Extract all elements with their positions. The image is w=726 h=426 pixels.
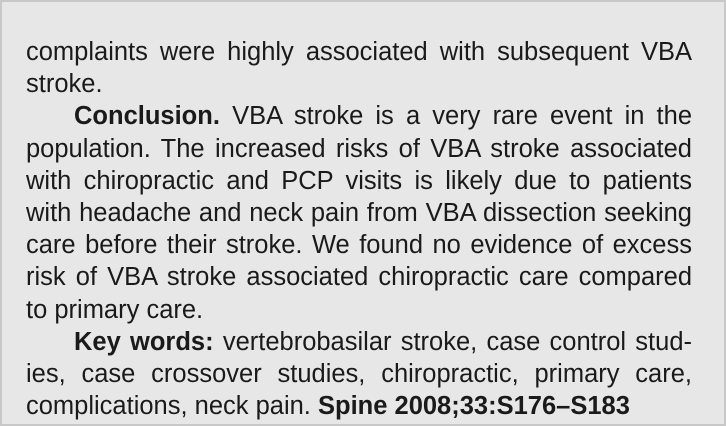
- results-tail-paragraph: [26, 36, 692, 100]
- results-tail-text: complaints were highly associated with subsequent VBA stroke.: [26, 38, 692, 99]
- keywords-heading: Key words:: [74, 327, 214, 356]
- conclusion-paragraph: [26, 100, 692, 325]
- conclusion-heading: Conclusion.: [74, 102, 220, 131]
- keywords-paragraph: [26, 326, 692, 423]
- keywords-text: vertebrobasilar stroke, case control studies, case crossover studies, chiropractic, primary care, complications, neck pain.: [26, 327, 692, 421]
- abstract-text-block: [26, 36, 692, 422]
- citation: Spine 2008;33:S176–S183: [318, 392, 630, 421]
- conclusion-text: VBA stroke is a very rare event in the population. The increased risks of VBA stroke associated with chiropractic and PCP visits is likely due to patients with headache and neck pain from VBA dissection seeking care before their stroke. We found no evidence of excess risk of VBA stroke associated chiropractic care compared to primary care.: [26, 102, 692, 324]
